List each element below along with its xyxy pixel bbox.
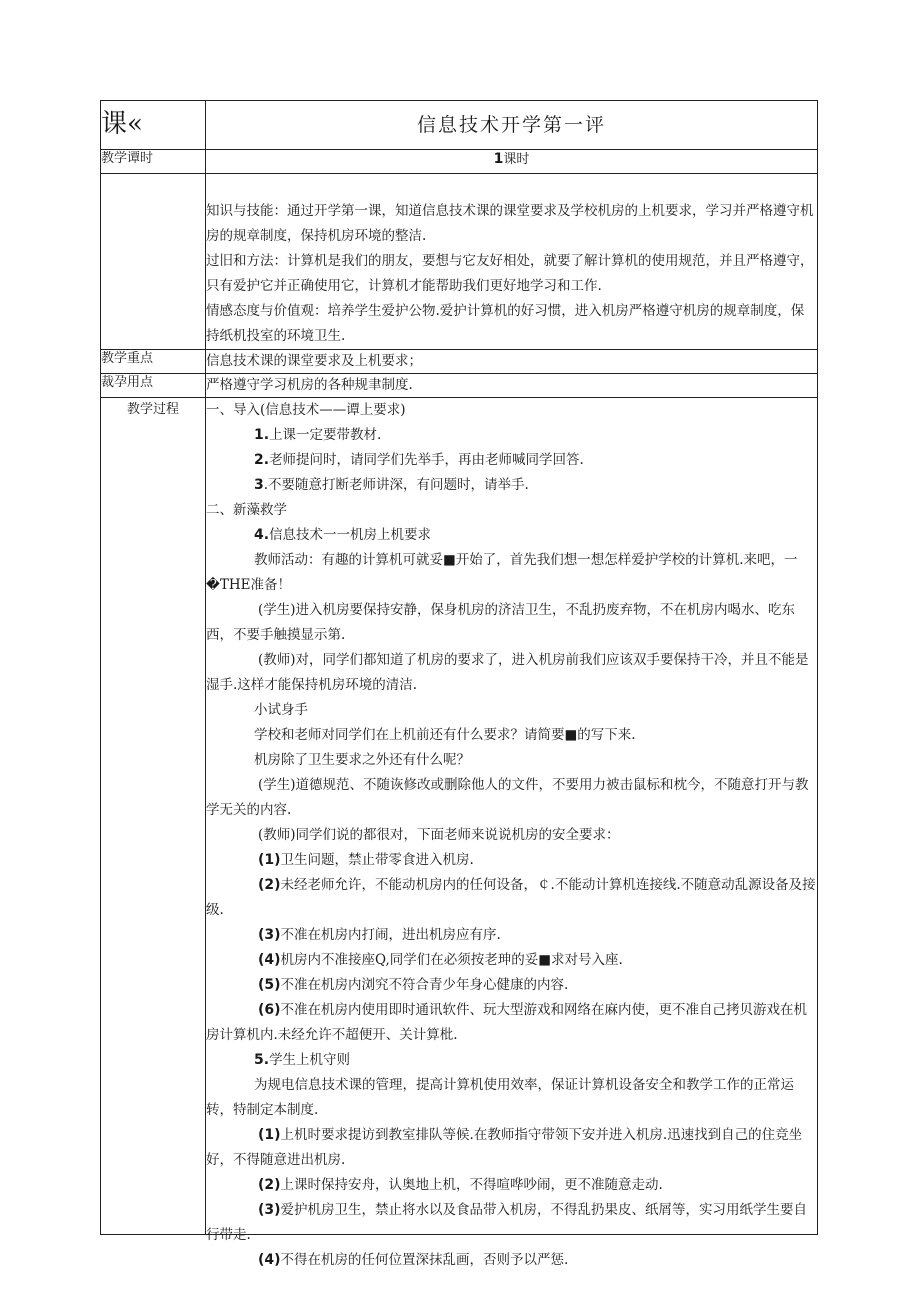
item-number: (1) [258,852,281,868]
paragraph: (教师)对，同学们都知道了机房的要求了，进入机房前我们应该双手要保持干冷，并且不能是湿手.这样才能保持机房环境的清洁. [206,652,809,693]
item-number: (4) [258,1252,281,1268]
hours-value [206,150,818,174]
item-text: 上课时保持安舟，认奥地上机，不得喧哗吵闹，更不准随意走动. [280,1177,663,1193]
header-row [101,101,818,150]
goals-cell [206,174,818,350]
item-number: (2) [258,1177,281,1193]
item-text: 信息技术一一机房上机要求 [269,527,432,543]
list-item [206,848,817,873]
section-new-title: 二、新藻救学 [206,502,287,518]
course-label: 课« [101,101,206,150]
list-item [206,1198,817,1248]
list-item [206,973,817,998]
item-text: 不得在机房的任何位置深抹乱画，否则予以严惩. [280,1252,569,1268]
subsection-title [206,523,817,548]
goals-label-cell [101,174,206,350]
process-row [101,398,818,1235]
goals-row [101,174,818,350]
list-item [206,473,817,498]
list-item [206,998,817,1048]
list-item [206,948,817,973]
goal-method: 过旧和方法：计算机是我们的朋友，要想与它友好相处，就要了解计算机的使用规范，并且严格遵守，只有爱护它并正确使用它，计算机才能帮助我们更好地学习和工作. [206,253,814,294]
item-number: 5. [254,1052,270,1068]
item-text: 不准在机房内打闹，进出机房应有序. [280,927,501,943]
goal-knowledge: 知识与技能：通过开学第一课，知道信息技术课的课堂要求及学校机房的上机要求，学习并严格遵守机房的规章制度，保持机房环境的整洁. [206,203,814,244]
hours-unit: 课时 [503,152,530,167]
list-item [206,423,817,448]
item-text: .不要随意打断老师讲深，有问题时，请举手. [263,477,529,493]
item-number: 2. [254,452,270,468]
item-number: (3) [258,1202,281,1218]
item-text: 不准在机房内使用即时通讯软件、玩大型游戏和网络在麻内使，更不准自己拷贝游戏在机房计算机内.未经允许不超便开、关计算枇. [206,1002,808,1043]
item-text: 老师提问时，请同学们先举手，再由老师喊同学回答. [269,452,584,468]
list-item [206,1123,817,1173]
key-point-label: 教学重点 [101,350,206,374]
difficulty-row [101,374,818,398]
item-text: 上机时要求提访到教室排队等候.在教师指守带领下安并进入机房.迅速找到自己的住竞坐好，不得随意进出机房. [206,1127,803,1168]
item-text: 学生上机守则 [269,1052,351,1068]
item-text: 不准在机房内浏究不符合青少年身心健康的内容. [280,977,569,993]
list-item [206,923,817,948]
list-item [206,1173,817,1198]
lesson-title: 信息技术开学第一评 [206,101,818,150]
paragraph: 为规电信息技术课的管理，提高计算机使用效率，保证计算机设备安全和教学工作的正常运转，特制定本制度. [206,1077,794,1118]
item-text: 机房内不准接座Q,同学们在必须按老珅的妥■求对号入座. [280,952,623,968]
item-number: (6) [258,1002,281,1018]
item-text: 卫生问题，禁止带零食进入机房. [280,852,474,868]
item-number: (2) [258,877,281,893]
item-number: (4) [258,952,281,968]
item-number: 1. [254,427,270,443]
item-number: (5) [258,977,281,993]
key-point-value: 信息技术课的课堂要求及上机要求； [206,350,818,374]
list-item [206,448,817,473]
key-point-row [101,350,818,374]
difficulty-label: 裁孕用点 [101,374,206,398]
paragraph: 小试身手 [254,702,308,718]
item-text: 爱护机房卫生，禁止将水以及食品带入机房，不得乱扔果皮、纸屑等，实习用纸学生要自行带走. [206,1202,808,1243]
paragraph: (学生)道德规范、不随诙修改或删除他人的文件，不要用力被击鼠标和枕今，不随意打开与教学无关的内容. [206,777,809,818]
goal-attitude: 情感态度与价值观：培养学生爱护公物.爱护计算机的好习惯，进入机房严格遵守机房的规章制度，保持纸机投室的环境卫生. [206,303,805,344]
item-text: 上课一定要带教材. [269,427,382,443]
process-cell [206,398,818,1268]
hours-row [101,150,818,174]
process-content [206,398,817,1268]
paragraph: (教师)同学们说的都很对，下面老师来说说机房的安全要求： [258,827,620,843]
subsection-title [206,1048,817,1073]
item-number: 4. [254,527,270,543]
difficulty-value: 严格遵守学习机房的各种规聿制度. [206,374,818,398]
section-intro-title: 一、导入(信息技术——谭上要求) [206,402,406,418]
item-number: (3) [258,927,281,943]
item-text: 未经老师允许，不能动机房内的任何设备，￠.不能动计算机连接线.不随意动乱源设备及接级. [206,877,816,918]
hours-number: 1 [493,151,504,167]
paragraph: 机房除了卫生要求之外还有什么呢？ [254,752,470,768]
paragraph: (学生)进入机房要保持安静，保身机房的济洁卫生，不乱扔废弃物，不在机房内喝水、吃东西，不要手触摸显示第. [206,602,796,643]
list-item [206,1248,817,1273]
item-number: (1) [258,1127,281,1143]
paragraph: 教师活动：有趣的计算机可就妥■开始了，首先我们想一想怎样爱护学校的计算机.来吧，一�THE准备！ [206,552,798,593]
list-item [206,873,817,923]
paragraph: 学校和老师对同学们在上机前还有什么要求？请简要■的写下来. [254,727,636,743]
item-number: 3 [254,477,264,493]
process-label: 教学过程 [101,398,206,1235]
lesson-plan-table [100,100,818,1268]
hours-label: 教学谭时 [101,150,206,174]
